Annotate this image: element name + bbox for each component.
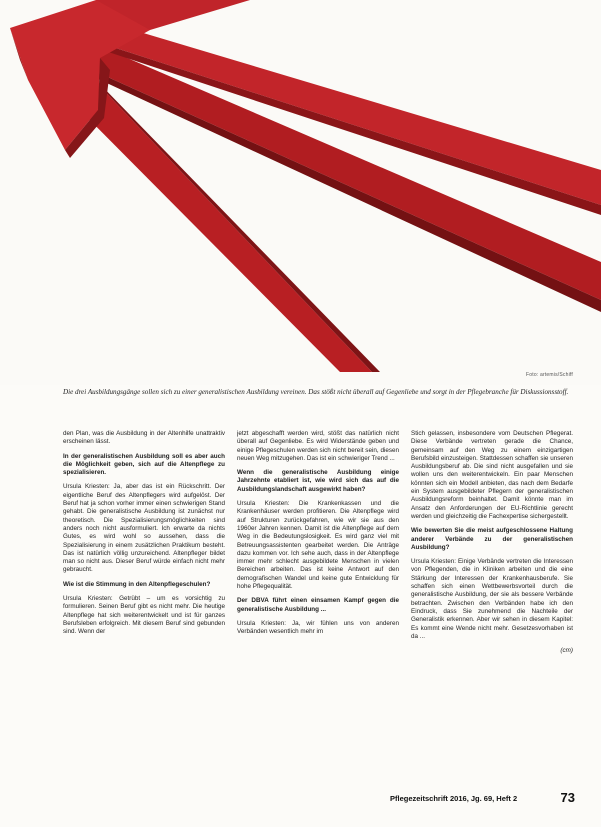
paragraph: Ursula Kriesten: Einige Verbände vertreten die Interessen von Pflegenden, die in Kliniken arbeiten und die eine Stärkung der Interessen der Krankenhausberufe. Sie schaffen sich einen Wettbewerbsvorteil durch die generalistische Ausbildung, der sie als bessere Verbände betrachten. Zwischen den Verbänden habe ich den Eindruck, dass Sie zunehmend die Nachteile der Generalistik erkennen. Aber wir sehen in diesem Kapitel: Es kommt eine Wende nicht mehr. Gesetzesvorhaben ist da ... [411,558,573,640]
page-footer [390,790,575,805]
paragraph: jetzt abgeschafft werden wird, stößt das natürlich nicht überall auf Gegenliebe. Es wird Widerstände geben und einige Pflegeschulen werden sich nicht bereit sein, diesen neuen Weg mitzugehen. Das ist ein schwieriger Trend ... [237,430,399,462]
paragraph: Ursula Kriesten: Getrübt – um es vorsichtig zu formulieren. Seinen Beruf gibt es nicht mehr. Die heutige Altenpflege hat sich weiterentwickelt und ist für ganzes Berufsleben erfolgreich. Mit diesem Beruf sind gebunden sind. Wenn der [63,595,225,636]
interview-question: Wie bewerten Sie die meist aufgeschlossene Haltung anderer Verbände zu der generalistischen Ausbildung? [411,527,573,551]
interview-question: In der generalistischen Ausbildung soll es aber auch die Möglichkeit geben, sich auf die Altenpflege zu spezialisieren. [63,452,225,477]
article-column [63,430,225,785]
arrows-photo [0,0,601,385]
paragraph: Stich gelassen, insbesondere vom Deutschen Pflegerat. Diese Verbände vertreten gerade die Chance, gemeinsam auf den Weg zu einem einzigartigen Berufsbild einzusteigen. Stattdessen schaffen sie unseren Ausbildungsberuf ab. Die sind nicht ausgefallen und sie wollen uns den weiterentwickeln. Ein paar Menschen könnten sich ein Modell anbieten, das nach dem Bedarfe ein System ausgebildeter Pflegern der generalistischen Ausbildungsreform beinhaltet. Damit könnte man im Ansatz den Anforderungen der EU-Richtlinie gerecht werden und gleichzeitig die Fachexpertise sichergestellt. [411,430,573,520]
article-column [411,430,573,785]
interview-question: Wie ist die Stimmung in den Altenpflegeschulen? [63,580,211,588]
interview-question: Der DBVA führt einen einsamen Kampf gegen die generalistische Ausbildung ... [237,597,399,613]
photo-caption: Die drei Ausbildungsgänge sollen sich zu einer generalistischen Ausbildung vereinen. Das stößt nicht überall auf Gegenliebe und sorgt in der Pflegebranche für Diskussionsstoff. [63,388,569,396]
journal-citation: Pflegezeitschrift 2016, Jg. 69, Heft 2 [390,794,518,803]
paragraph: Ursula Kriesten: Ja, wir fühlen uns von anderen Verbänden wesentlich mehr im [237,619,399,636]
interview-question: Wenn die generalistische Ausbildung einige Jahrzehnte etabliert ist, wie wird sich das auf die Ausbildungslandschaft ausgewirkt haben? [237,469,399,493]
author-endmark: (cm) [560,647,573,655]
paragraph: den Plan, was die Ausbildung in der Altenhilfe unattraktiv erscheinen lässt. [63,430,225,446]
paragraph: Ursula Kriesten: Die Krankenkassen und die Krankenhäuser werden profitieren. Die Altenpflege wird auf Strukturen zurückgefahren, wie wir sie aus den 1960er Jahren kennen. Damit ist die Altenpflege auf dem Weg in die Bedeutungslosigkeit. Es wird ganz viel mit Betreuungsassistenten gearbeitet werden. Die Anträge dazu kommen vor. Ich sehe auch, dass in der Altenpflege immer mehr schlecht ausgebildete Menschen in vielen Bereichen arbeiten. Das ist keine Antwort auf den demografischen Wandel und keine gute Entwicklung für hohe Pflegequalität. [237,500,399,591]
paragraph: Ursula Kriesten: Ja, aber das ist ein Rückschritt. Der eigentliche Beruf des Altenpflegers wird aufgelöst. Der Beruf hat ja schon vorher immer einen schwierigen Stand gehabt. Die generalistische Ausbildung ist zunächst nur theoretisch. Die Spezialisierungsmöglichkeiten sind anders noch nicht ausformuliert. Ich erwarte da nichts Gutes, es wird wohl so aussehen, dass die Spezialisierung in einem zusätzlichen Praktikum besteht. Das ist natürlich völlig unzureichend. Altenpfleger bildet man so nicht aus. Dieser Beruf würde einfach nicht mehr gebraucht. [63,483,225,574]
article-column [237,430,399,785]
article-body [63,430,573,785]
photo-credit: Foto: artemis/Schiff [526,372,573,378]
page-number: 73 [560,790,575,805]
